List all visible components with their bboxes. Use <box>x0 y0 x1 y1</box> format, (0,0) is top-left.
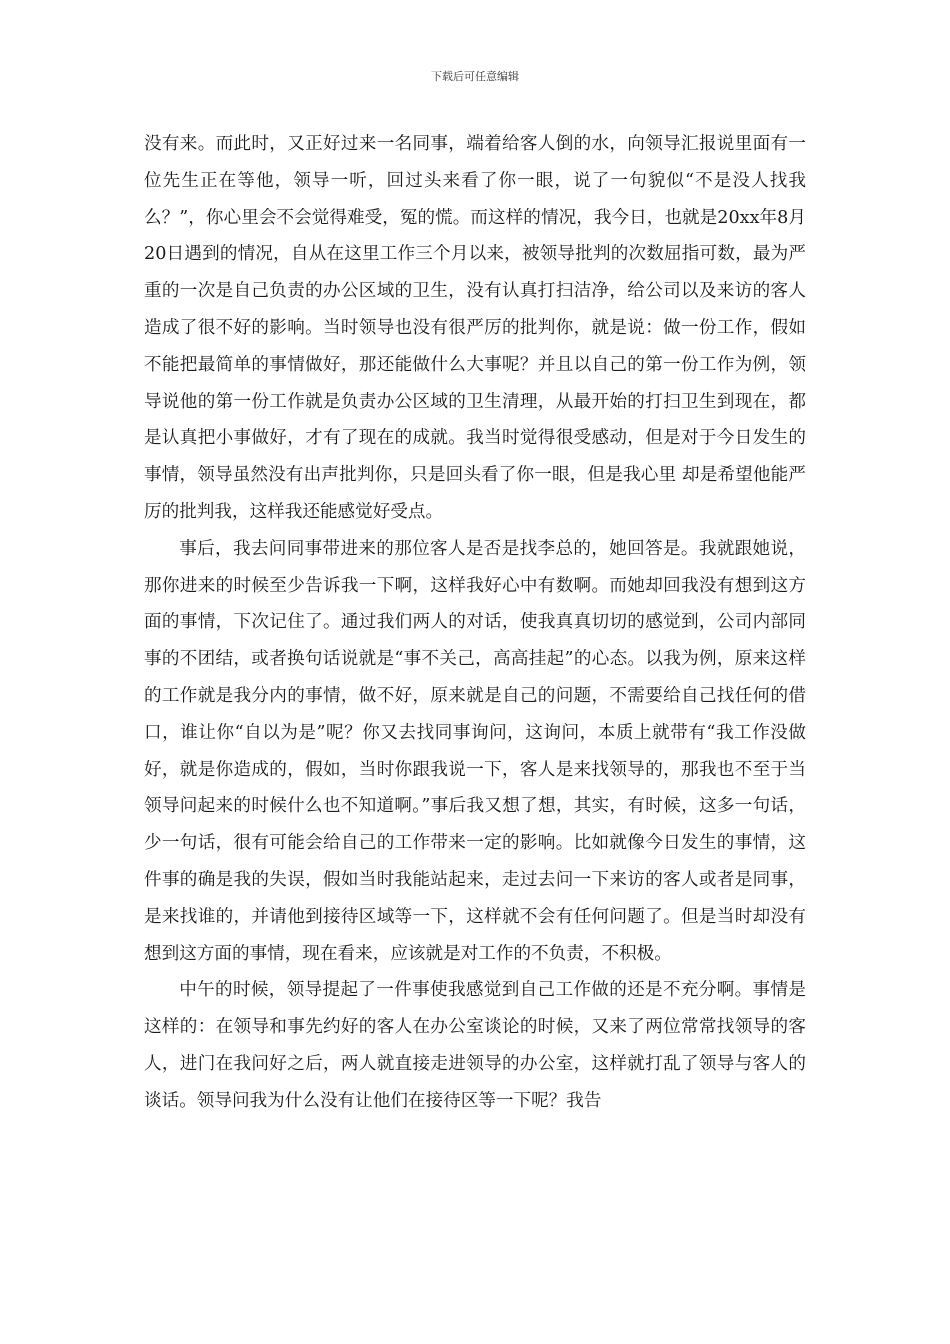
document-body <box>144 126 806 1120</box>
page-header: 下载后可任意编辑 <box>431 70 519 83</box>
paragraph-2: 事后，我去问同事带进来的那位客人是否是找李总的，她回答是。我就跟她说，那你进来的时候至少告诉我一下啊，这样我好心中有数啊。而她却回我没有想到这方面的事情，下次记住了。通过我们两人的对话，使我真真切切的感觉到，公司内部同事的不团结，或者换句话说就是“事不关己，高高挂起”的心态。以我为例，原来这样的工作就是我分内的事情，做不好，原来就是自己的问题，不需要给自己找任何的借口，谁让你“自以为是”呢？你又去找同事询问，这询问，本质上就带有“我工作没做好，就是你造成的，假如，当时你跟我说一下，客人是来找领导的，那我也不至于当领导问起来的时候什么也不知道啊。”事后我又想了想，其实，有时候，这多一句话，少一句话，很有可能会给自己的工作带来一定的影响。比如就像今日发生的事情，这件事的确是我的失误，假如当时我能站起来，走过去问一下来访的客人或者是同事，是来找谁的，并请他到接待区域等一下，这样就不会有任何问题了。但是当时却没有想到这方面的事情，现在看来，应该就是对工作的不负责，不积极。 <box>144 538 806 964</box>
paragraph-3: 中午的时候，领导提起了一件事使我感觉到自己工作做的还是不充分啊。事情是这样的：在领导和事先约好的客人在办公室谈论的时候，又来了两位常常找领导的客人，进门在我问好之后，两人就直接走进领导的办公室，这样就打乱了领导与客人的谈话。领导问我为什么没有让他们在接待区等一下呢？我告 <box>144 980 806 1111</box>
paragraph-1: 没有来。而此时，又正好过来一名同事，端着给客人倒的水，向领导汇报说里面有一位先生正在等他，领导一听，回过头来看了你一眼，说了一句貌似“不是没人找我么？”，你心里会不会觉得难受，冤的慌。而这样的情况，我今日，也就是20xx年8月20日遇到的情况，自从在这里工作三个月以来，被领导批判的次数屈指可数，最为严重的一次是自己负责的办公区域的卫生，没有认真打扫洁净，给公司以及来访的客人造成了很不好的影响。当时领导也没有很严厉的批判你，就是说：做一份工作，假如不能把最简单的事情做好，那还能做什么大事呢？并且以自己的第一份工作为例，领导说他的第一份工作就是负责办公区域的卫生清理，从最开始的打扫卫生到现在，都是认真把小事做好，才有了现在的成就。我当时觉得很受感动，但是对于今日发生的事情，领导虽然没有出声批判你，只是回头看了你一眼，但是我心里 却是希望他能严厉的批判我，这样我还能感觉好受点。 <box>144 134 806 522</box>
